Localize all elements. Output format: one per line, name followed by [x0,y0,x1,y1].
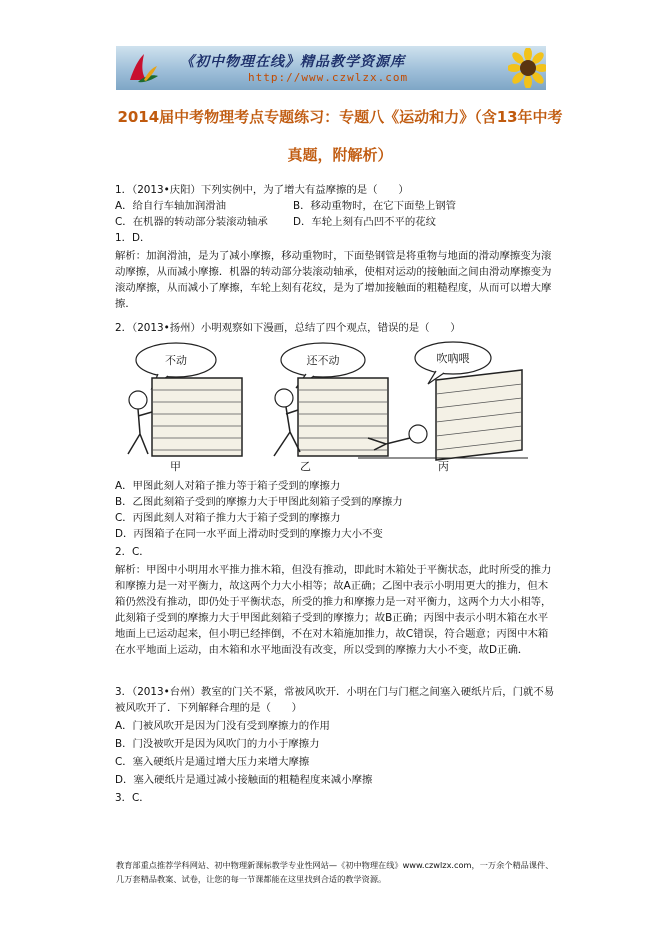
q3-answer: 3．C． [115,792,150,804]
q2-analysis: 解析：甲图中小明用水平推力推木箱，但没有推动，即此时木箱处于平衡状态，此时所受的推力和摩擦力是一对平衡力，故这两个力大小相等；故A正确；乙图中表示小明用更大的推力，但木箱仍然没有推动，即仍处于平衡状态，所受的推力和摩擦力是一对平衡力，这两个力大小相等，此刻箱子受到的摩擦力大于甲图此刻箱子受到的摩擦力；故B正确；丙图中表示小明木箱在水平地面上已运动起来，但小明已经摔倒，不在对木箱施加推力，故C错误，符合题意；丙图中木箱在水平地面上运动，由木箱和水平地面没有改变，所以受到的摩擦力大小不变，故D正确． [115,564,552,656]
logo-icon [124,50,160,86]
q1-options-row1 [115,198,555,214]
panel-label-bing: 丙 [438,460,449,473]
q1-answer: 1．D． [115,232,151,244]
q2-option-b: B．乙图此刻箱子受到的摩擦力大于甲图此刻箱子受到的摩擦力 [115,496,403,508]
q1-stem: 1．（2013•庆阳）下列实例中，为了增大有益摩擦的是（ ） [115,184,409,196]
q2-option-a: A．甲图此刻人对箱子推力等于箱子受到的摩擦力 [115,480,341,492]
q3-option-a: A．门被风吹开是因为门没有受到摩擦力的作用 [115,720,330,732]
q2-stem: 2．（2013•扬州）小明观察如下漫画，总结了四个观点，错误的是（ ） [115,322,461,334]
document-title [110,98,570,174]
bubble-yi-text: 还不动 [306,354,340,367]
q1-option-c: C．在机器的转动部分装滚动轴承 [115,216,268,228]
page-footer: 教育部重点推荐学科网站、初中物理新课标教学专业性网站—《初中物理在线》www.czwlzx.com，一万余个精品课件、几万套精品教案、试卷，让您的每一节课都能在这里找到合适的教学资源。 [116,860,554,884]
q3-option-d: D．塞入硬纸片是通过减小接触面的粗糙程度来减小摩擦 [115,774,373,786]
header-banner [116,46,546,90]
banner-title: 《初中物理在线》精品教学资源库 [180,54,405,70]
q3-stem: 3．（2013•台州）教室的门关不紧，常被风吹开．小明在门与门框之间塞入硬纸片后，门就不易被风吹开了．下列解释合理的是（ ） [115,686,555,714]
q1-option-a: A．给自行车轴加润滑油 [115,200,227,212]
q1-options-row2 [115,214,555,230]
q2-option-c: C．丙图此刻人对箱子推力大于箱子受到的摩擦力 [115,512,341,524]
document-title-line2: 真题，附解析） [287,146,393,164]
q1-option-d: D．车轮上刻有凸凹不平的花纹 [293,216,437,228]
comic-figure [118,338,538,478]
bubble-bing-text: 吹吶喂 [436,352,470,365]
bubble-jia-text: 不动 [165,354,187,367]
panel-label-jia: 甲 [170,460,181,473]
document-title-line1: 2014届中考物理考点专题练习：专题八《运动和力》（含13年中考 [117,108,563,126]
panel-label-yi: 乙 [300,460,311,473]
q3-option-b: B．门没被吹开是因为风吹门的力小于摩擦力 [115,738,320,750]
banner-url: http://www.czwlzx.com [248,71,409,84]
q1-analysis: 解析：加润滑油，是为了减小摩擦，移动重物时，下面垫钢管是将重物与地面的滑动摩擦变为滚动摩擦，从而减小摩擦．机器的转动部分装滚动轴承，使相对运动的接触面之间由滑动摩擦变为滚动摩擦，从而减小了摩擦，车轮上刻有花纹，是为了增加接触面的粗糙程度，从而可以增大摩擦． [115,250,552,310]
q3-option-c: C．塞入硬纸片是通过增大压力来增大摩擦 [115,756,310,768]
q2-option-d: D．丙图箱子在同一水平面上滑动时受到的摩擦力大小不变 [115,528,383,540]
q2-answer: 2．C． [115,546,150,558]
sunflower-icon [508,48,546,88]
q1-option-b: B．移动重物时，在它下面垫上钢管 [293,200,456,212]
